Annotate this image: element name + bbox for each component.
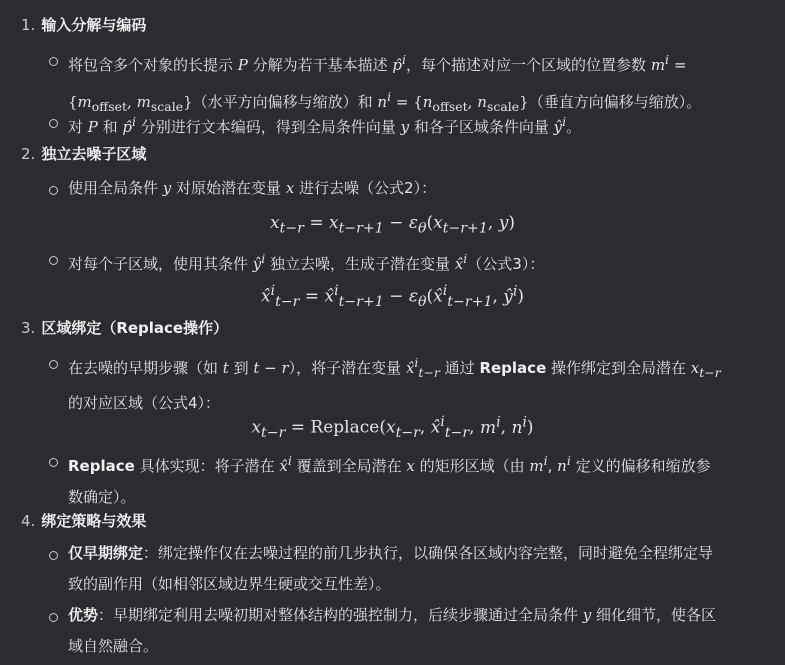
bullet — [49, 186, 58, 195]
bullet — [49, 551, 58, 560]
bullet — [49, 613, 58, 622]
equation-2: $x_{t-r} = x_{t-r+1} - \varepsilon_\theta(x_{t-r+1}$, y) — [270, 213, 515, 237]
section-2-heading: 2. 独立去噪子区域 — [21, 145, 147, 163]
list-item: 在去噪的早期步骤（如 t 到 t − r），将子潜在变量 x̂$^i_{t-r}$ 通过 Replace 操作绑定到全局潜在 $x_{t-r}$ 的对应区域（公式4）： — [68, 355, 721, 412]
equation-3: x̂$^i_{t-r}$ = x̂$^i_{t-r+1}$ − $\varepsilon_\theta(x̂^i_{t-r+1}$, $ŷ^i$) — [260, 283, 525, 311]
bullet — [49, 256, 58, 265]
list-item: 优势：早期绑定利用去噪初期对整体结构的强控制力，后续步骤通过全局条件 y 细化细节，使各区 域自然融合。 — [68, 606, 717, 655]
list-item: 使用全局条件 y 对原始潜在变量 x 进行去噪（公式2）： — [68, 179, 437, 197]
equation-4: $x_{t-r}$ = $Replace(x_{t-r}$, x̂$^i_{t-r}$, $m^i$, $n^i$) — [251, 414, 534, 442]
bullet — [49, 458, 58, 467]
bullet — [49, 57, 58, 66]
section-4-heading: 4. 绑定策略与效果 — [21, 512, 147, 530]
list-item: 对 P 和 p̂$^i$ 分别进行文本编码，得到全局条件向量 y 和各子区域条件向量 $ŷ^i$。 — [68, 114, 582, 136]
list-item: Replace 具体实现：将子潜在 x̂$^i$ 覆盖到全局潜在 x 的矩形区域（由 $m^i$, $n^i$ 定义的偏移和缩放参 数确定）。 — [68, 453, 711, 506]
section-3-heading: 3. 区域绑定（Replace操作） — [21, 319, 229, 337]
list-item: 仅早期绑定：绑定操作仅在去噪过程的前几步执行，以确保各区域内容完整，同时避免全程绑定导 致的副作用（如相邻区域边界生硬或交互性差）。 — [68, 544, 714, 593]
text-line: {$m_{offset}$, $m_{scale}$}（水平方向偏移与缩放）和 $n^i = \{n_{offset}$, $n_{scale}$}（垂直方向偏移与缩放）。 — [68, 89, 702, 114]
section-1-heading: 1. 输入分解与编码 — [21, 16, 147, 34]
bullet — [49, 119, 58, 128]
text-line: 将包含多个对象的长提示 P 分解为若干基本描述 p̂$^i$，每个描述对应一个区域的位置参数 $m^i$ = — [68, 52, 687, 74]
list-item: 对每个子区域，使用其条件 $ŷ^i$ 独立去噪，生成子潜在变量 x̂$^i$（公式3）： — [68, 251, 545, 273]
bullet — [49, 360, 58, 369]
